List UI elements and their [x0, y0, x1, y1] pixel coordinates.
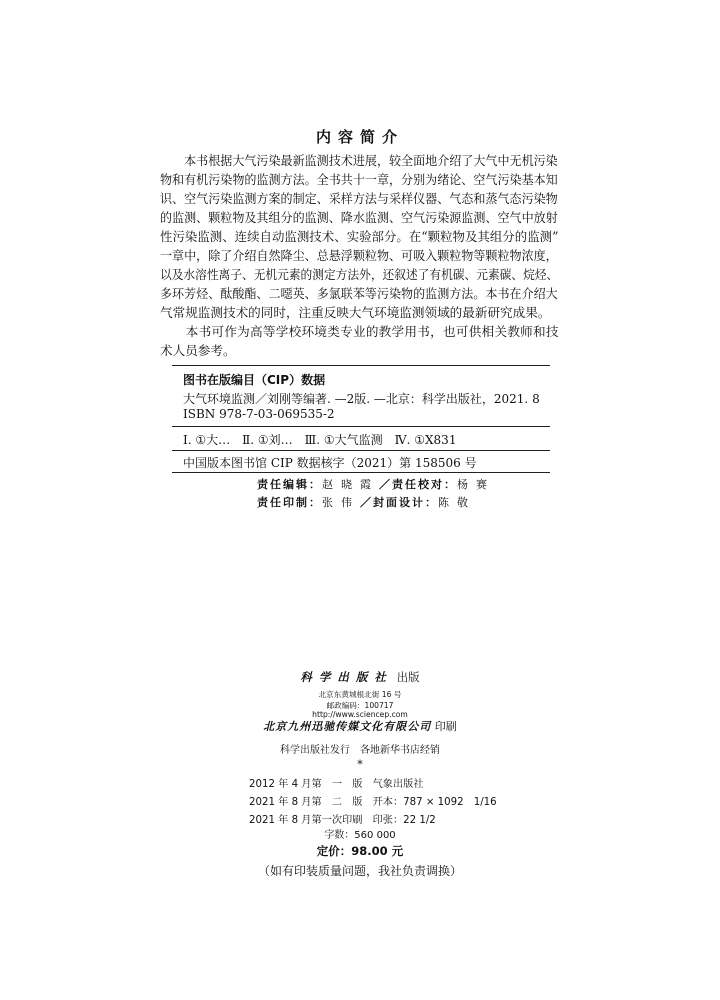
distribution-line: 科学出版社发行 各地新华书店经销: [280, 745, 440, 756]
cip-mid-rule: [172, 426, 550, 427]
proofreader-label: ／责任校对：: [379, 478, 457, 491]
printer-name: 北京九州迅驰传媒文化有限公司: [263, 720, 432, 733]
edition-line: 2021 年 8 月第 二 版 开本：787 × 1092 1/16: [249, 797, 497, 808]
publisher-line: [0, 669, 720, 685]
cip-isbn: ISBN 978-7-03-069535-2: [183, 407, 335, 421]
edition-line: 2012 年 4 月第 一 版 气象出版社: [249, 779, 424, 790]
intro-line: 性污染监测、连续自动监测技术、实验部分。在“颗粒物及其组分的监测”: [160, 229, 559, 244]
printing-name: 张伟: [322, 496, 360, 509]
cip-mid-rule-2: [172, 450, 550, 451]
cover-name: 陈敬: [438, 496, 476, 509]
printer-line: [0, 718, 720, 734]
intro-body: [160, 151, 558, 360]
cover-label: ／封面设计：: [360, 496, 438, 509]
printing-label: 责任印制：: [257, 496, 322, 509]
publisher-suffix: 出版: [396, 670, 420, 684]
cip-bottom-rule: [172, 472, 550, 473]
intro-line: 物和有机污染物的监测方法。全书共十一章，分别为绪论、空气污染基本知: [160, 172, 558, 187]
publisher-website: http://www.sciencep.com: [312, 710, 408, 719]
separator-star: *: [357, 758, 363, 771]
editor-name: 赵晓霞: [322, 478, 379, 491]
cip-classification: Ⅰ. ①大… Ⅱ. ①刘… Ⅲ. ①大气监测 Ⅳ. ①X831: [183, 433, 457, 447]
intro-line: 识、空气污染监测方案的制定、采样方法与采样仪器、气态和蒸气态污染物: [160, 191, 558, 206]
publisher-address: 北京东黄城根北街 16 号: [318, 690, 402, 699]
proofreader-name: 杨赛: [457, 478, 495, 491]
intro-line: 本书可作为高等学校环境类专业的教学用书，也可供相关教师和技: [160, 324, 559, 339]
publisher-name: 科学出版社: [300, 670, 393, 684]
intro-line: 以及水溶性离子、无机元素的测定方法外，还叙述了有机碳、元素碳、烷烃、: [160, 267, 559, 282]
intro-line: 多环芳烃、酞酸酯、二噁英、多氯联苯等污染物的监测方法。本书在介绍大: [160, 286, 558, 301]
quality-notice: （如有印装质量问题，我社负责调换）: [257, 864, 462, 878]
intro-line: 气常规监测技术的同时，注重反映大气环境监测领域的最新研究成果。: [160, 305, 551, 320]
publisher-postcode: 邮政编码：100717: [326, 701, 394, 710]
word-count: 字数：560 000: [324, 830, 396, 841]
price: 定价：98.00 元: [316, 844, 404, 858]
staff-production: [257, 494, 476, 510]
editor-label: 责任编辑：: [257, 478, 322, 491]
cip-title: 图书在版编目（CIP）数据: [183, 373, 326, 387]
intro-heading: 内容简介: [315, 128, 404, 146]
staff-editors: [257, 476, 495, 492]
intro-line: 本书根据大气污染最新监测技术进展，较全面地介绍了大气中无机污染: [160, 153, 558, 168]
cip-top-rule: [172, 365, 550, 366]
intro-line: 的监测、颗粒物及其组分的监测、降水监测、空气污染源监测、空气中放射: [160, 210, 558, 225]
intro-line: 一章中，除了介绍自然降尘、总悬浮颗粒物、可吸入颗粒物等颗粒物浓度，: [160, 248, 558, 263]
edition-line: 2021 年 8 月第一次印刷 印张：22 1/2: [249, 815, 436, 826]
cip-record-number: 中国版本图书馆 CIP 数据核字（2021）第 158506 号: [183, 456, 477, 470]
intro-line: 术人员参考。: [160, 343, 236, 358]
cip-bibliographic: 大气环境监测／刘刚等编著. —2版. —北京：科学出版社，2021. 8: [183, 392, 540, 406]
printer-suffix: 印刷: [434, 720, 457, 733]
